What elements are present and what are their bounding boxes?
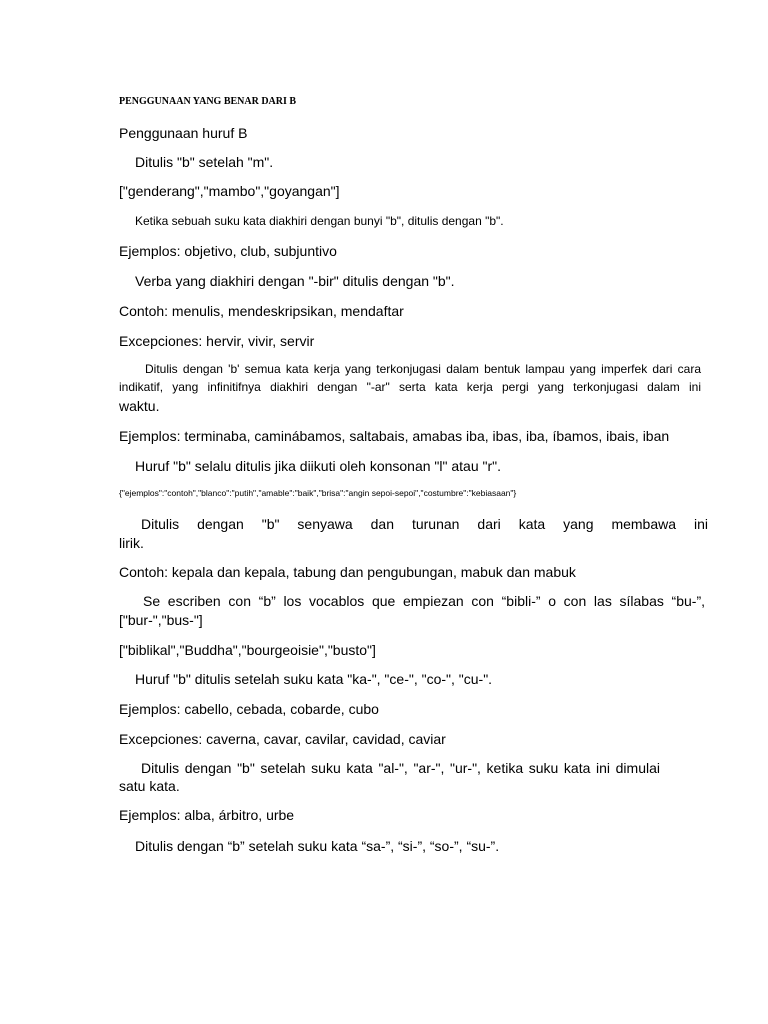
paragraph-line: Ditulis dengan “b” setelah suku kata “sa-”, “si-”, “so-”, “su-”. bbox=[135, 838, 500, 854]
paragraph-line: Se escriben con “b” los vocablos que empiezan con “bibli-” o con las sílabas “bu-”, bbox=[143, 593, 705, 609]
paragraph-line: Ejemplos: terminaba, caminábamos, saltabais, amabas iba, ibas, iba, íbamos, ibais, iban bbox=[119, 428, 670, 444]
paragraph-line: Ditulis "b" setelah "m". bbox=[135, 154, 274, 170]
paragraph-line: indikatif, yang infinitifnya diakhiri dengan "-ar" serta kata kerja pergi yang terkonjugasi dalam ini bbox=[119, 380, 701, 394]
paragraph-line: Contoh: menulis, mendeskripsikan, mendaftar bbox=[119, 303, 404, 319]
paragraph-line: Ditulis dengan 'b' semua kata kerja yang terkonjugasi dalam bentuk lampau yang imperfek dari cara bbox=[145, 362, 701, 376]
paragraph-line: Verba yang diakhiri dengan "-bir" ditulis dengan "b". bbox=[135, 273, 455, 289]
paragraph-line: ["bur-","bus-"] bbox=[119, 612, 203, 628]
paragraph-line: Huruf "b" ditulis setelah suku kata "ka-", "ce-", "co-", "cu-". bbox=[135, 671, 493, 687]
paragraph-line: satu kata. bbox=[119, 778, 180, 794]
paragraph-line: ["genderang","mambo","goyangan"] bbox=[119, 183, 340, 199]
paragraph-line: waktu. bbox=[119, 398, 160, 414]
paragraph-line: Penggunaan huruf B bbox=[119, 125, 248, 141]
paragraph-line: Contoh: kepala dan kepala, tabung dan pengubungan, mabuk dan mabuk bbox=[119, 564, 576, 580]
paragraph-line: ["biblikal","Buddha","bourgeoisie","busto"] bbox=[119, 642, 376, 658]
paragraph-line: Ditulis dengan "b" senyawa dan turunan dari kata yang membawa ini bbox=[141, 516, 708, 532]
paragraph-line: Ketika sebuah suku kata diakhiri dengan bunyi "b", ditulis dengan "b". bbox=[135, 214, 504, 228]
paragraph-line: Excepciones: hervir, vivir, servir bbox=[119, 333, 315, 349]
paragraph-line: Ditulis dengan "b" setelah suku kata "al-", "ar-", "ur-", ketika suku kata ini dimulai bbox=[141, 760, 660, 776]
paragraph-line: Huruf "b" selalu ditulis jika diikuti oleh konsonan "l" atau "r". bbox=[135, 458, 502, 474]
paragraph-line: Ejemplos: cabello, cebada, cobarde, cubo bbox=[119, 701, 379, 717]
paragraph-line: Ejemplos: objetivo, club, subjuntivo bbox=[119, 243, 337, 259]
paragraph-line: Excepciones: caverna, cavar, cavilar, cavidad, caviar bbox=[119, 731, 446, 747]
paragraph-line: Ejemplos: alba, árbitro, urbe bbox=[119, 807, 295, 823]
paragraph-line: lirik. bbox=[119, 535, 144, 551]
paragraph-line: {"ejemplos":"contoh","blanco":"putih","amable":"baik","brisa":"angin sepoi-sepoi","costumbre":"kebiasaan"} bbox=[119, 488, 517, 498]
document-heading: PENGGUNAAN YANG BENAR DARI B bbox=[119, 96, 297, 107]
